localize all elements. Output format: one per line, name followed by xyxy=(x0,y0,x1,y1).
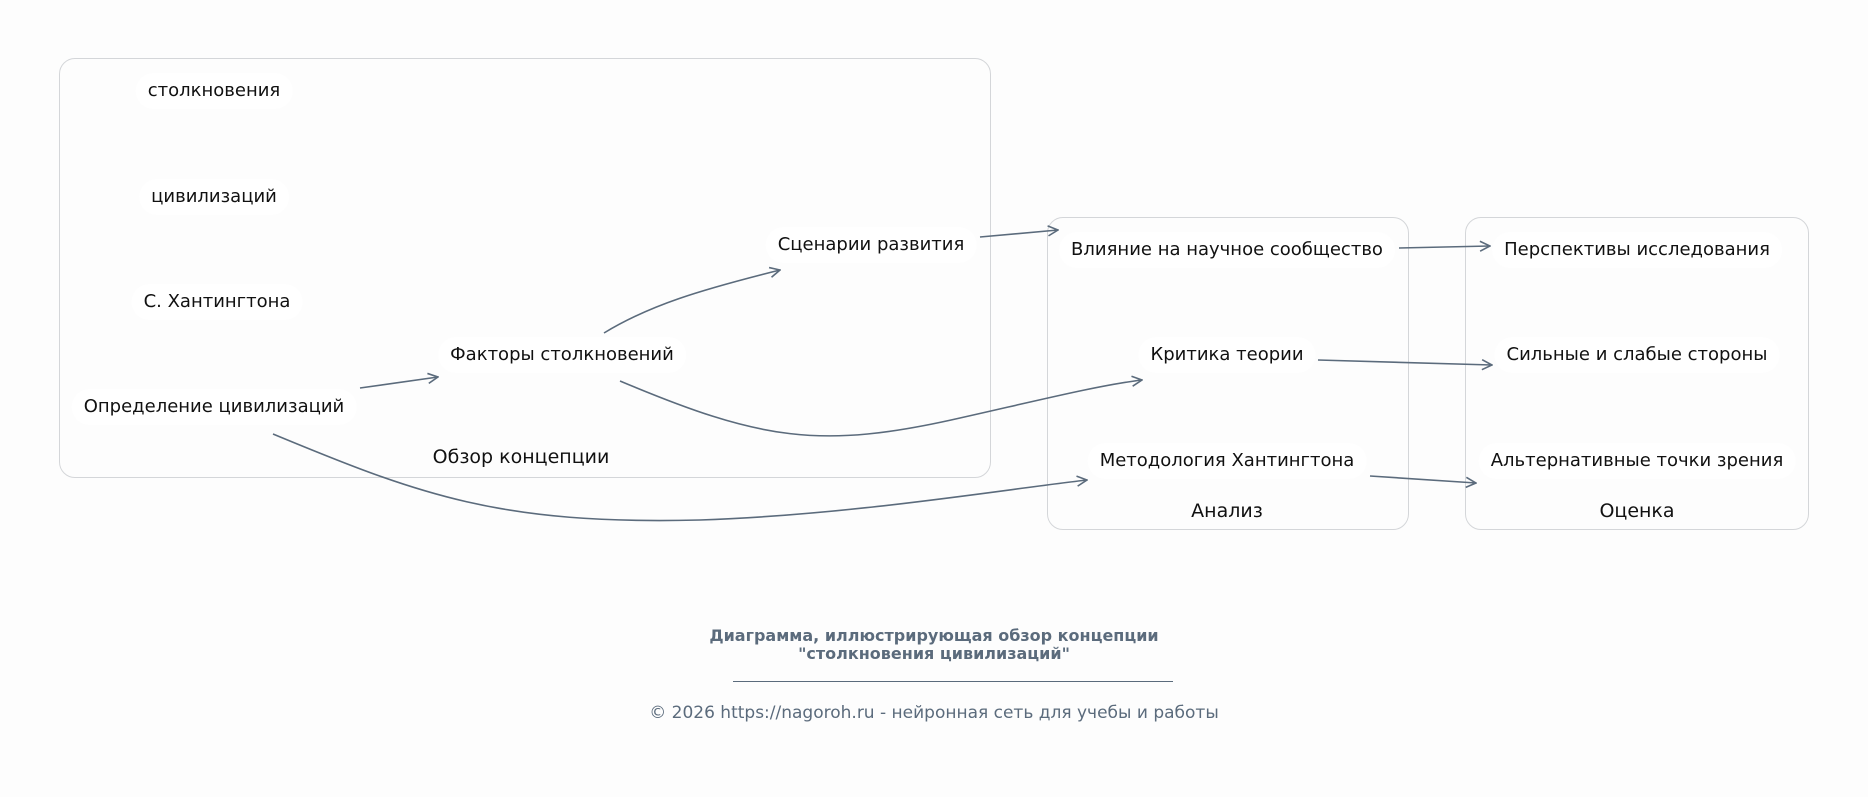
edge-influence-perspectives xyxy=(1399,246,1490,248)
group-evaluation-label: Оценка xyxy=(1599,500,1675,522)
node-factors: Факторы столкновений xyxy=(438,337,686,373)
edge-methodology-alternatives xyxy=(1370,476,1476,483)
edge-critique-strengths xyxy=(1318,360,1492,365)
group-overview-label: Обзор концепции xyxy=(432,446,610,468)
node-scenarios: Сценарии развития xyxy=(766,227,977,263)
edge-factors-critique xyxy=(620,380,1142,436)
node-definition: Определение цивилизаций xyxy=(72,389,357,425)
node-title-part3: С. Хантингтона xyxy=(132,284,303,320)
caption-divider xyxy=(733,681,1173,682)
node-influence: Влияние на научное сообщество xyxy=(1059,232,1395,268)
group-analysis-label: Анализ xyxy=(1191,500,1263,522)
edge-definition-factors xyxy=(360,377,438,388)
edge-factors-scenarios xyxy=(604,270,780,333)
node-perspectives: Перспективы исследования xyxy=(1492,232,1782,268)
diagram-caption-line2: "столкновения цивилизаций" xyxy=(798,644,1070,663)
footer-copyright: © 2026 https://nagoroh.ru - нейронная сеть для учебы и работы xyxy=(649,703,1219,723)
node-strengths: Сильные и слабые стороны xyxy=(1495,337,1780,373)
node-title-part2: цивилизаций xyxy=(139,179,289,215)
node-title-part1: столкновения xyxy=(136,73,293,109)
edge-definition-methodology xyxy=(273,434,1087,521)
node-alternatives: Альтернативные точки зрения xyxy=(1479,443,1796,479)
edge-scenarios-influence xyxy=(980,230,1058,237)
node-critique: Критика теории xyxy=(1138,337,1315,373)
node-methodology: Методология Хантингтона xyxy=(1088,443,1367,479)
diagram-caption-line1: Диаграмма, иллюстрирующая обзор концепции xyxy=(709,626,1159,645)
